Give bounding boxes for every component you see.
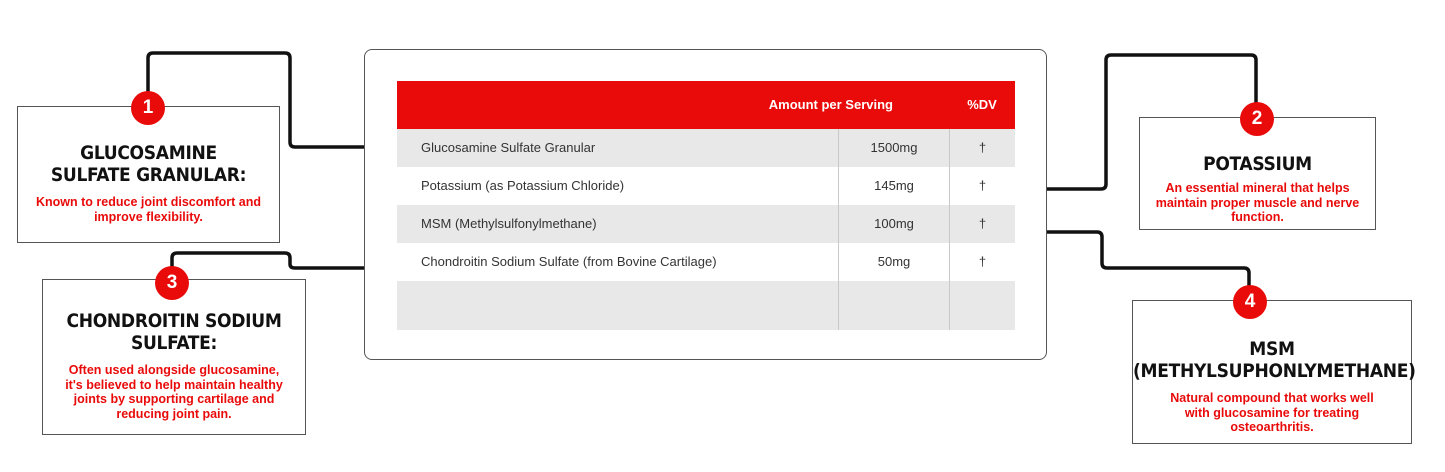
callout-number-badge: 1 xyxy=(131,91,165,125)
ingredient-name: MSM (Methylsulfonylmethane) xyxy=(421,216,597,231)
table-header xyxy=(397,81,1015,129)
table-row xyxy=(397,167,1015,205)
ingredient-amount: 100mg xyxy=(838,205,949,243)
callout-chondroitin xyxy=(42,279,306,435)
callout-title: MSM (METHYLSUPHONLYMETHANE) xyxy=(1133,338,1416,382)
table-row xyxy=(397,243,1015,281)
empty-cell xyxy=(838,281,949,330)
callout-title: GLUCOSAMINE SULFATE GRANULAR: xyxy=(50,142,247,186)
table-row-empty xyxy=(397,281,1015,330)
ingredient-name: Chondroitin Sodium Sulfate (from Bovine Cartilage) xyxy=(421,254,717,269)
ingredient-dv: † xyxy=(949,167,1015,205)
ingredient-name: Potassium (as Potassium Chloride) xyxy=(421,178,625,193)
ingredient-amount: 145mg xyxy=(838,167,949,205)
callout-number-badge: 3 xyxy=(155,266,189,300)
callout-description: Often used alongside glucosamine, it's believed to help maintain healthy joints by supporting cartilage and reducing joint pain. xyxy=(65,363,283,421)
table-row xyxy=(397,129,1015,167)
ingredient-dv: † xyxy=(949,243,1015,281)
ingredient-amount: 50mg xyxy=(838,243,949,281)
table-row xyxy=(397,205,1015,243)
ingredient-dv: † xyxy=(949,129,1015,167)
empty-cell xyxy=(949,281,1015,330)
connector-line-4 xyxy=(1030,232,1249,300)
callout-msm xyxy=(1132,300,1416,444)
ingredient-dv: † xyxy=(949,205,1015,243)
callout-title: POTASSIUM xyxy=(1203,153,1312,175)
supplement-facts-table xyxy=(397,81,1015,330)
header-dv: %DV xyxy=(967,97,997,112)
callout-number-badge: 2 xyxy=(1240,102,1274,136)
callout-number-badge: 4 xyxy=(1233,285,1267,319)
callout-glucosamine xyxy=(17,106,280,243)
callout-description: An essential mineral that helps maintain proper muscle and nerve function. xyxy=(1155,181,1360,224)
callout-title: CHONDROITIN SODIUM SULFATE: xyxy=(66,310,282,354)
callout-description: Natural compound that works well with glucosamine for treating osteoarthritis. xyxy=(1170,391,1374,434)
header-amount-per-serving: Amount per Serving xyxy=(768,97,893,112)
callout-description: Known to reduce joint discomfort and improve flexibility. xyxy=(36,195,261,224)
ingredient-amount: 1500mg xyxy=(838,129,949,167)
ingredient-name: Glucosamine Sulfate Granular xyxy=(421,140,596,155)
